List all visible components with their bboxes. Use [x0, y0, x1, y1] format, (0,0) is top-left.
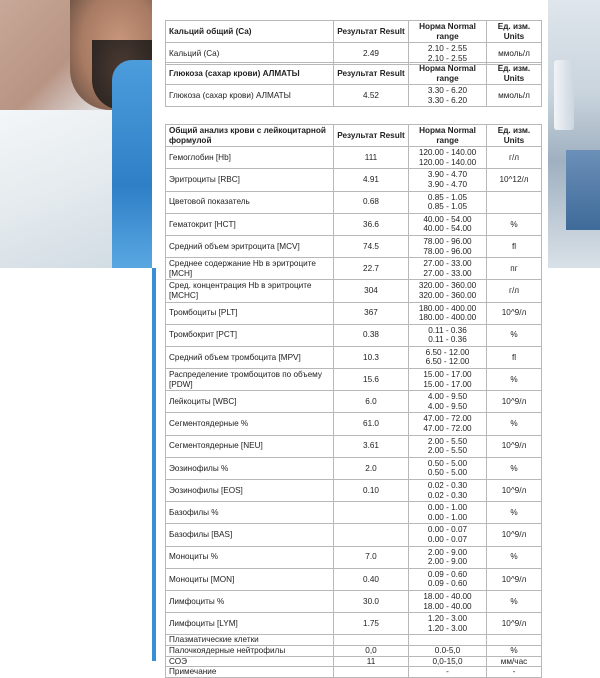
table-row [166, 480, 542, 502]
test-unit: % [487, 413, 542, 435]
test-unit: % [487, 502, 542, 524]
test-unit: % [487, 213, 542, 235]
test-result: 0.38 [334, 324, 409, 346]
section-title: Кальций общий (Ca) [166, 21, 334, 43]
glucose-table [165, 62, 542, 107]
test-unit: 10^9/л [487, 613, 542, 635]
result-column-header: Результат Result [334, 125, 409, 147]
test-unit: fl [487, 346, 542, 368]
test-norm: 6.50 - 12.00 6.50 - 12.00 [409, 346, 487, 368]
test-norm: 0.09 - 0.60 0.09 - 0.60 [409, 568, 487, 590]
table-row [166, 502, 542, 524]
test-result: 74.5 [334, 235, 409, 257]
test-result: 2.0 [334, 457, 409, 479]
test-name: Плазматические клетки [166, 635, 334, 646]
table-row [166, 324, 542, 346]
test-norm: 0.00 - 0.07 0.00 - 0.07 [409, 524, 487, 546]
test-name: Эритроциты [RBC] [166, 169, 334, 191]
test-result: 7.0 [334, 546, 409, 568]
test-name: Средний объем эритроцита [MCV] [166, 235, 334, 257]
calcium-header-row [166, 21, 542, 43]
test-norm: 3.30 - 6.20 3.30 - 6.20 [409, 85, 487, 107]
table-row [166, 590, 542, 612]
test-name: Сегментоядерные [NEU] [166, 435, 334, 457]
test-norm: 0.00 - 1.00 0.00 - 1.00 [409, 502, 487, 524]
test-result: 111 [334, 147, 409, 169]
test-norm: 0.50 - 5.00 0.50 - 5.00 [409, 457, 487, 479]
test-result: 15.6 [334, 369, 409, 391]
test-unit: ммоль/л [487, 43, 542, 65]
background-photo-doctor [0, 0, 152, 268]
test-result: 0.10 [334, 480, 409, 502]
test-unit: пг [487, 258, 542, 280]
calcium-table [165, 20, 542, 65]
test-result: 22.7 [334, 258, 409, 280]
test-name: Базофилы [BAS] [166, 524, 334, 546]
test-name: Моноциты [MON] [166, 568, 334, 590]
test-result: 6.0 [334, 391, 409, 413]
test-name: Кальций (Ca) [166, 43, 334, 65]
test-result: 304 [334, 280, 409, 302]
test-result: 4.91 [334, 169, 409, 191]
norm-column-header: Норма Normal range [409, 21, 487, 43]
test-norm: 0.11 - 0.36 0.11 - 0.36 [409, 324, 487, 346]
test-result: 367 [334, 302, 409, 324]
test-result [334, 635, 409, 646]
table-row [166, 413, 542, 435]
test-result: 1.75 [334, 613, 409, 635]
norm-column-header: Норма Normal range [409, 63, 487, 85]
units-column-header: Ед. изм. Units [487, 125, 542, 147]
test-name: Распределение тромбоцитов по объему [PDW] [166, 369, 334, 391]
lab-results-sheet [156, 0, 548, 677]
test-name: Базофилы % [166, 502, 334, 524]
test-norm: 0.0-5,0 [409, 645, 487, 656]
test-norm: 47.00 - 72.00 47.00 - 72.00 [409, 413, 487, 435]
test-name: Гемоглобин [Hb] [166, 147, 334, 169]
test-norm: 40.00 - 54.00 40.00 - 54.00 [409, 213, 487, 235]
test-unit: 10^9/л [487, 568, 542, 590]
test-norm: 0.02 - 0.30 0.02 - 0.30 [409, 480, 487, 502]
test-norm: 78.00 - 96.00 78.00 - 96.00 [409, 235, 487, 257]
test-norm: 2.10 - 2.55 2.10 - 2.55 [409, 43, 487, 65]
test-name: Среднее содержание Hb в эритроците [MCH] [166, 258, 334, 280]
test-norm: 0.85 - 1.05 0.85 - 1.05 [409, 191, 487, 213]
table-row [166, 213, 542, 235]
table-row [166, 524, 542, 546]
test-result: 0.68 [334, 191, 409, 213]
test-result: 0.40 [334, 568, 409, 590]
test-norm: 4.00 - 9.50 4.00 - 9.50 [409, 391, 487, 413]
test-result: 36.6 [334, 213, 409, 235]
test-norm: 3.90 - 4.70 3.90 - 4.70 [409, 169, 487, 191]
test-name: Лимфоциты [LYM] [166, 613, 334, 635]
test-name: Палочкоядерные нейтрофилы [166, 645, 334, 656]
test-unit: 10^9/л [487, 524, 542, 546]
test-name: Тромбокрит [PCT] [166, 324, 334, 346]
test-result [334, 524, 409, 546]
test-name: Тромбоциты [PLT] [166, 302, 334, 324]
test-unit: г/л [487, 280, 542, 302]
test-unit: 10^9/л [487, 302, 542, 324]
test-unit: г/л [487, 147, 542, 169]
table-row [166, 391, 542, 413]
units-column-header: Ед. изм. Units [487, 63, 542, 85]
table-row [166, 258, 542, 280]
test-name: СОЭ [166, 656, 334, 667]
table-row [166, 191, 542, 213]
test-result: 4.52 [334, 85, 409, 107]
test-name: Цветовой показатель [166, 191, 334, 213]
test-unit: 10^9/л [487, 391, 542, 413]
test-unit: % [487, 457, 542, 479]
test-norm: 0,0-15,0 [409, 656, 487, 667]
test-unit: % [487, 546, 542, 568]
table-row [166, 656, 542, 667]
norm-column-header: Норма Normal range [409, 125, 487, 147]
test-unit: % [487, 645, 542, 656]
cbc-header-row [166, 125, 542, 147]
test-name: Средний объем тромбоцита [MPV] [166, 346, 334, 368]
test-result: 3.61 [334, 435, 409, 457]
test-name: Лейкоциты [WBC] [166, 391, 334, 413]
test-name: Лимфоциты % [166, 590, 334, 612]
test-norm: 2.00 - 9.00 2.00 - 9.00 [409, 546, 487, 568]
test-unit: - [487, 667, 542, 678]
table-row [166, 635, 542, 646]
test-norm: 320.00 - 360.00 320.00 - 360.00 [409, 280, 487, 302]
lab-equipment [566, 150, 600, 230]
background-photo-lab [548, 0, 600, 268]
test-result: 30.0 [334, 590, 409, 612]
table-row [166, 235, 542, 257]
section-title: Общий анализ крови с лейкоцитарной формулой [166, 125, 334, 147]
test-norm: - [409, 667, 487, 678]
glucose-header-row [166, 63, 542, 85]
result-column-header: Результат Result [334, 63, 409, 85]
table-row [166, 568, 542, 590]
test-norm: 27.00 - 33.00 27.00 - 33.00 [409, 258, 487, 280]
test-name: Сред. концентрация Hb в эритроците [MCHC] [166, 280, 334, 302]
test-unit: 10^12/л [487, 169, 542, 191]
table-row [166, 667, 542, 678]
test-result: 2.49 [334, 43, 409, 65]
test-norm: 15.00 - 17.00 15.00 - 17.00 [409, 369, 487, 391]
test-name: Сегментоядерные % [166, 413, 334, 435]
table-row [166, 169, 542, 191]
test-norm: 180.00 - 400.00 180.00 - 400.00 [409, 302, 487, 324]
test-result: 0,0 [334, 645, 409, 656]
test-result [334, 502, 409, 524]
result-column-header: Результат Result [334, 21, 409, 43]
cbc-table [165, 124, 542, 678]
test-unit [487, 191, 542, 213]
test-unit [487, 635, 542, 646]
table-row [166, 346, 542, 368]
test-unit: % [487, 590, 542, 612]
test-result: 11 [334, 656, 409, 667]
test-norm: 2.00 - 5.50 2.00 - 5.50 [409, 435, 487, 457]
table-row [166, 435, 542, 457]
test-unit: % [487, 324, 542, 346]
lab-glassware [554, 60, 574, 130]
table-row [166, 85, 542, 107]
test-unit: fl [487, 235, 542, 257]
test-result: 61.0 [334, 413, 409, 435]
test-norm: 18.00 - 40.00 18.00 - 40.00 [409, 590, 487, 612]
test-name: Глюкоза (сахар крови) АЛМАТЫ [166, 85, 334, 107]
test-result: 10.3 [334, 346, 409, 368]
test-unit: ммоль/л [487, 85, 542, 107]
table-row [166, 302, 542, 324]
table-row [166, 147, 542, 169]
test-unit: 10^9/л [487, 480, 542, 502]
table-row [166, 457, 542, 479]
test-norm [409, 635, 487, 646]
table-row [166, 280, 542, 302]
test-unit: мм/час [487, 656, 542, 667]
test-unit: 10^9/л [487, 435, 542, 457]
test-name: Эозинофилы [EOS] [166, 480, 334, 502]
test-name: Примечание [166, 667, 334, 678]
test-name: Гематокрит [HCT] [166, 213, 334, 235]
test-result [334, 667, 409, 678]
table-row [166, 546, 542, 568]
table-row [166, 645, 542, 656]
table-row [166, 613, 542, 635]
table-row [166, 369, 542, 391]
test-unit: % [487, 369, 542, 391]
blue-glove [112, 60, 152, 268]
units-column-header: Ед. изм. Units [487, 21, 542, 43]
test-norm: 1.20 - 3.00 1.20 - 3.00 [409, 613, 487, 635]
test-name: Эозинофилы % [166, 457, 334, 479]
test-name: Моноциты % [166, 546, 334, 568]
section-title: Глюкоза (сахар крови) АЛМАТЫ [166, 63, 334, 85]
test-norm: 120.00 - 140.00 120.00 - 140.00 [409, 147, 487, 169]
